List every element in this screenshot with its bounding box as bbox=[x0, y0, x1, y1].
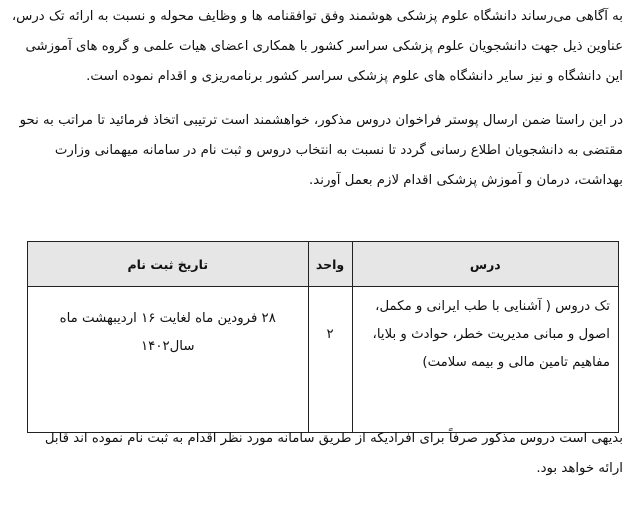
closing-paragraph bbox=[11, 424, 623, 484]
course-line: اصول و مبانی مدیریت خطر، حوادث و بلایا، bbox=[372, 327, 610, 342]
intro-paragraph bbox=[11, 2, 623, 92]
date-line: ۲۸ فرودین ماه لغایت ۱۶ اردیبهشت ماه bbox=[59, 311, 276, 326]
request-line: مقتضی به دانشجویان اطلاع رسانی گردد تا نسبت به انتخاب دروس و ثبت نام در سامانه میهمانی وزارت bbox=[54, 143, 623, 158]
registration-date-cell bbox=[28, 287, 309, 433]
course-cell bbox=[352, 287, 618, 433]
request-paragraph bbox=[11, 106, 623, 196]
courses-table bbox=[27, 241, 619, 433]
closing-line: بدیهی است دروس مذکور صرفاً برای افرادیکه از طریق سامانه مورد نظر اقدام به ثبت نام نموده اند قابل bbox=[44, 431, 623, 446]
date-line: سال۱۴۰۲ bbox=[141, 339, 195, 354]
registration-date-column-header: تاریخ ثبت نام bbox=[28, 242, 309, 287]
table-header-row bbox=[28, 242, 619, 287]
request-line: بهداشت، درمان و آموزش پزشکی اقدام لازم بعمل آورند. bbox=[309, 173, 623, 188]
table-row bbox=[28, 287, 619, 433]
units-cell: ۲ bbox=[308, 287, 352, 433]
request-line: در این راستا ضمن ارسال پوستر فراخوان دروس مذکور، خواهشمند است ترتیبی اتخاذ فرمائید تا مراتب به نحو bbox=[19, 113, 623, 128]
intro-line: عناوین ذیل جهت دانشجویان علوم پزشکی سراسر کشور با همکاری اعضای هیات علمی و گروه های آموزشی bbox=[25, 39, 623, 54]
course-line: تک دروس ( آشنایی با طب ایرانی و مکمل، bbox=[375, 299, 610, 314]
course-column-header: درس bbox=[352, 242, 618, 287]
closing-line: ارائه خواهد بود. bbox=[536, 461, 623, 476]
intro-line: این دانشگاه و نیز سایر دانشگاه های علوم پزشکی سراسر کشور برنامه‌ریزی و اقدام نموده است. bbox=[86, 69, 623, 84]
units-column-header: واحد bbox=[308, 242, 352, 287]
intro-line: به آگاهی می‌رساند دانشگاه علوم پزشکی هوشمند وفق توافقنامه ها و وظایف محوله و نسبت به ارائه تک درس، bbox=[11, 9, 623, 24]
course-line: مفاهیم تامین مالی و بیمه سلامت) bbox=[422, 355, 610, 370]
